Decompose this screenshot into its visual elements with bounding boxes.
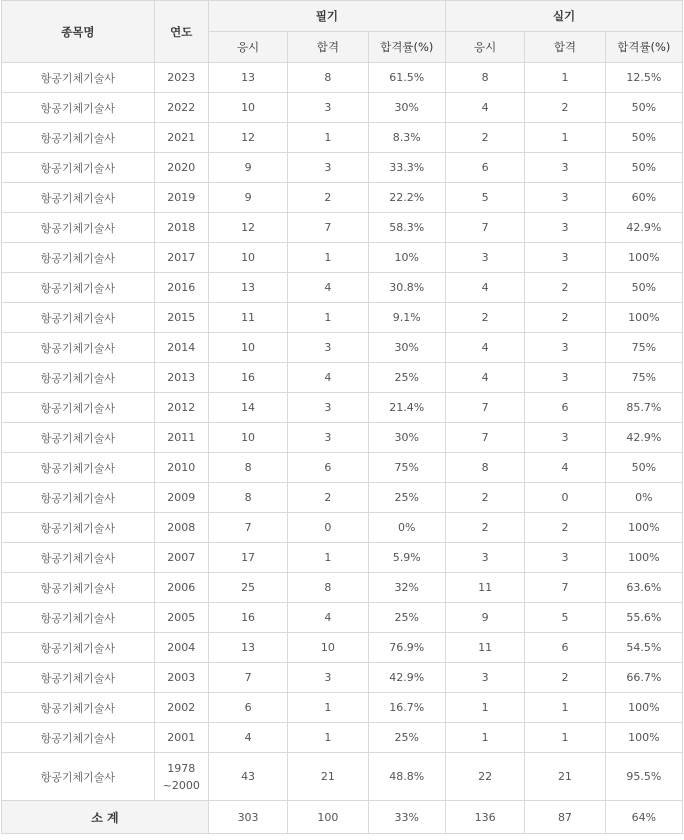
cell-practical-rate: 95.5%	[605, 753, 682, 801]
cell-written-passed: 3	[288, 93, 368, 123]
cell-practical-rate: 100%	[605, 303, 682, 333]
pass-rate-table	[1, 0, 683, 834]
cell-name: 항공기체기술사	[2, 513, 155, 543]
cell-name: 항공기체기술사	[2, 543, 155, 573]
cell-written-rate: 33.3%	[368, 153, 445, 183]
cell-written-rate: 22.2%	[368, 183, 445, 213]
cell-written-applicants: 14	[208, 393, 287, 423]
cell-practical-applicants: 9	[445, 603, 524, 633]
cell-year: 2016	[154, 273, 208, 303]
cell-written-passed: 1	[288, 693, 368, 723]
cell-year: 2010	[154, 453, 208, 483]
cell-year: 2004	[154, 633, 208, 663]
cell-practical-rate: 50%	[605, 273, 682, 303]
header-practical-passed: 합격	[525, 32, 605, 63]
cell-name: 항공기체기술사	[2, 723, 155, 753]
cell-practical-passed: 3	[525, 423, 605, 453]
table-row	[2, 303, 683, 333]
cell-written-applicants: 10	[208, 423, 287, 453]
header-written: 필기	[208, 1, 445, 32]
table-footer	[2, 801, 683, 834]
header-practical: 실기	[445, 1, 682, 32]
total-practical-applicants: 136	[445, 801, 524, 834]
cell-year: 2019	[154, 183, 208, 213]
cell-year: 2014	[154, 333, 208, 363]
table-row	[2, 183, 683, 213]
cell-written-applicants: 10	[208, 243, 287, 273]
cell-practical-applicants: 2	[445, 123, 524, 153]
cell-year: 2018	[154, 213, 208, 243]
cell-practical-rate: 100%	[605, 513, 682, 543]
cell-written-rate: 76.9%	[368, 633, 445, 663]
cell-practical-passed: 1	[525, 723, 605, 753]
table-row	[2, 753, 683, 801]
cell-written-passed: 0	[288, 513, 368, 543]
cell-practical-rate: 42.9%	[605, 213, 682, 243]
cell-name: 항공기체기술사	[2, 363, 155, 393]
cell-written-rate: 48.8%	[368, 753, 445, 801]
cell-year: 2020	[154, 153, 208, 183]
cell-year: 2008	[154, 513, 208, 543]
table-row	[2, 243, 683, 273]
header-practical-applicants: 응시	[445, 32, 524, 63]
cell-practical-passed: 0	[525, 483, 605, 513]
cell-name: 항공기체기술사	[2, 243, 155, 273]
cell-practical-applicants: 4	[445, 363, 524, 393]
table-row	[2, 393, 683, 423]
cell-written-rate: 25%	[368, 603, 445, 633]
cell-practical-rate: 100%	[605, 693, 682, 723]
cell-name: 항공기체기술사	[2, 453, 155, 483]
cell-practical-applicants: 2	[445, 303, 524, 333]
cell-practical-rate: 0%	[605, 483, 682, 513]
cell-practical-applicants: 3	[445, 543, 524, 573]
cell-written-applicants: 25	[208, 573, 287, 603]
cell-written-applicants: 16	[208, 363, 287, 393]
cell-practical-rate: 50%	[605, 153, 682, 183]
cell-practical-rate: 66.7%	[605, 663, 682, 693]
cell-practical-applicants: 1	[445, 693, 524, 723]
cell-written-applicants: 12	[208, 123, 287, 153]
header-name: 종목명	[2, 1, 155, 63]
cell-written-rate: 8.3%	[368, 123, 445, 153]
cell-practical-rate: 100%	[605, 243, 682, 273]
cell-written-rate: 9.1%	[368, 303, 445, 333]
table-row	[2, 153, 683, 183]
cell-practical-rate: 55.6%	[605, 603, 682, 633]
cell-practical-passed: 7	[525, 573, 605, 603]
cell-written-rate: 30%	[368, 333, 445, 363]
cell-year: 2002	[154, 693, 208, 723]
header-written-applicants: 응시	[208, 32, 287, 63]
cell-written-rate: 21.4%	[368, 393, 445, 423]
total-label: 소 계	[2, 801, 209, 834]
cell-written-applicants: 13	[208, 273, 287, 303]
cell-written-passed: 4	[288, 363, 368, 393]
cell-year: 2007	[154, 543, 208, 573]
cell-name: 항공기체기술사	[2, 303, 155, 333]
cell-practical-passed: 6	[525, 633, 605, 663]
cell-written-applicants: 8	[208, 453, 287, 483]
cell-practical-passed: 3	[525, 153, 605, 183]
cell-written-applicants: 8	[208, 483, 287, 513]
cell-written-passed: 4	[288, 273, 368, 303]
cell-year: 2012	[154, 393, 208, 423]
cell-year: 2011	[154, 423, 208, 453]
cell-written-rate: 25%	[368, 363, 445, 393]
cell-written-rate: 25%	[368, 483, 445, 513]
header-practical-rate: 합격률(%)	[605, 32, 682, 63]
cell-name: 항공기체기술사	[2, 63, 155, 93]
cell-year: 2013	[154, 363, 208, 393]
table-row	[2, 513, 683, 543]
table-row	[2, 633, 683, 663]
cell-written-passed: 3	[288, 423, 368, 453]
cell-written-applicants: 10	[208, 333, 287, 363]
cell-written-applicants: 13	[208, 633, 287, 663]
cell-year: 2021	[154, 123, 208, 153]
cell-practical-applicants: 22	[445, 753, 524, 801]
total-written-passed: 100	[288, 801, 368, 834]
cell-name: 항공기체기술사	[2, 93, 155, 123]
cell-written-passed: 7	[288, 213, 368, 243]
cell-written-passed: 1	[288, 723, 368, 753]
cell-practical-applicants: 7	[445, 393, 524, 423]
total-practical-passed: 87	[525, 801, 605, 834]
cell-written-applicants: 7	[208, 513, 287, 543]
cell-written-passed: 8	[288, 573, 368, 603]
cell-written-rate: 58.3%	[368, 213, 445, 243]
cell-written-passed: 3	[288, 393, 368, 423]
cell-practical-rate: 50%	[605, 453, 682, 483]
cell-year: 2001	[154, 723, 208, 753]
cell-practical-rate: 12.5%	[605, 63, 682, 93]
cell-practical-applicants: 4	[445, 93, 524, 123]
header-written-rate: 합격률(%)	[368, 32, 445, 63]
cell-written-passed: 6	[288, 453, 368, 483]
table-row	[2, 543, 683, 573]
cell-practical-passed: 3	[525, 213, 605, 243]
cell-written-rate: 5.9%	[368, 543, 445, 573]
cell-year: 1978 ~2000	[154, 753, 208, 801]
cell-practical-rate: 85.7%	[605, 393, 682, 423]
cell-written-rate: 30%	[368, 93, 445, 123]
cell-written-passed: 21	[288, 753, 368, 801]
cell-written-applicants: 4	[208, 723, 287, 753]
cell-year: 2023	[154, 63, 208, 93]
cell-practical-rate: 60%	[605, 183, 682, 213]
cell-practical-passed: 1	[525, 123, 605, 153]
cell-year: 2015	[154, 303, 208, 333]
cell-written-rate: 25%	[368, 723, 445, 753]
cell-practical-rate: 42.9%	[605, 423, 682, 453]
table-row	[2, 453, 683, 483]
cell-written-applicants: 43	[208, 753, 287, 801]
cell-practical-passed: 2	[525, 303, 605, 333]
cell-practical-passed: 5	[525, 603, 605, 633]
cell-practical-applicants: 2	[445, 513, 524, 543]
cell-practical-rate: 54.5%	[605, 633, 682, 663]
table-row	[2, 63, 683, 93]
table-row	[2, 333, 683, 363]
cell-practical-applicants: 8	[445, 63, 524, 93]
cell-name: 항공기체기술사	[2, 633, 155, 663]
header-year: 연도	[154, 1, 208, 63]
cell-written-passed: 10	[288, 633, 368, 663]
cell-practical-passed: 2	[525, 93, 605, 123]
total-row	[2, 801, 683, 834]
cell-written-passed: 8	[288, 63, 368, 93]
cell-name: 항공기체기술사	[2, 483, 155, 513]
cell-year: 2009	[154, 483, 208, 513]
cell-practical-applicants: 11	[445, 573, 524, 603]
cell-year: 2006	[154, 573, 208, 603]
cell-name: 항공기체기술사	[2, 123, 155, 153]
cell-written-applicants: 12	[208, 213, 287, 243]
header-written-passed: 합격	[288, 32, 368, 63]
cell-year: 2022	[154, 93, 208, 123]
total-practical-rate: 64%	[605, 801, 682, 834]
cell-year: 2017	[154, 243, 208, 273]
cell-written-passed: 1	[288, 543, 368, 573]
cell-written-passed: 1	[288, 123, 368, 153]
table-row	[2, 663, 683, 693]
cell-year: 2003	[154, 663, 208, 693]
cell-practical-rate: 75%	[605, 363, 682, 393]
cell-practical-applicants: 8	[445, 453, 524, 483]
cell-practical-applicants: 3	[445, 243, 524, 273]
cell-written-applicants: 13	[208, 63, 287, 93]
cell-written-passed: 3	[288, 333, 368, 363]
cell-name: 항공기체기술사	[2, 573, 155, 603]
cell-practical-passed: 4	[525, 453, 605, 483]
cell-written-rate: 16.7%	[368, 693, 445, 723]
cell-practical-applicants: 2	[445, 483, 524, 513]
cell-practical-rate: 50%	[605, 123, 682, 153]
cell-name: 항공기체기술사	[2, 693, 155, 723]
cell-practical-passed: 3	[525, 243, 605, 273]
cell-written-passed: 3	[288, 663, 368, 693]
cell-name: 항공기체기술사	[2, 753, 155, 801]
table-row	[2, 273, 683, 303]
cell-practical-applicants: 4	[445, 273, 524, 303]
total-written-rate: 33%	[368, 801, 445, 834]
cell-practical-passed: 3	[525, 543, 605, 573]
cell-written-passed: 3	[288, 153, 368, 183]
table-row	[2, 363, 683, 393]
cell-practical-passed: 21	[525, 753, 605, 801]
cell-written-rate: 10%	[368, 243, 445, 273]
cell-written-rate: 61.5%	[368, 63, 445, 93]
cell-practical-applicants: 3	[445, 663, 524, 693]
cell-name: 항공기체기술사	[2, 423, 155, 453]
cell-written-passed: 1	[288, 243, 368, 273]
cell-name: 항공기체기술사	[2, 393, 155, 423]
cell-name: 항공기체기술사	[2, 183, 155, 213]
cell-name: 항공기체기술사	[2, 273, 155, 303]
cell-practical-passed: 3	[525, 363, 605, 393]
cell-written-applicants: 17	[208, 543, 287, 573]
total-written-applicants: 303	[208, 801, 287, 834]
cell-name: 항공기체기술사	[2, 153, 155, 183]
cell-practical-applicants: 1	[445, 723, 524, 753]
cell-practical-applicants: 4	[445, 333, 524, 363]
cell-practical-passed: 1	[525, 63, 605, 93]
cell-practical-applicants: 7	[445, 423, 524, 453]
cell-practical-passed: 3	[525, 183, 605, 213]
cell-written-passed: 4	[288, 603, 368, 633]
cell-practical-passed: 2	[525, 663, 605, 693]
cell-written-applicants: 9	[208, 153, 287, 183]
cell-practical-rate: 50%	[605, 93, 682, 123]
cell-practical-rate: 100%	[605, 543, 682, 573]
table-row	[2, 603, 683, 633]
cell-practical-applicants: 5	[445, 183, 524, 213]
cell-practical-passed: 2	[525, 273, 605, 303]
cell-name: 항공기체기술사	[2, 213, 155, 243]
table-row	[2, 423, 683, 453]
cell-written-applicants: 11	[208, 303, 287, 333]
table-row	[2, 693, 683, 723]
table-row	[2, 483, 683, 513]
cell-practical-applicants: 6	[445, 153, 524, 183]
table-row	[2, 123, 683, 153]
table-body	[2, 63, 683, 801]
cell-written-passed: 2	[288, 183, 368, 213]
table-row	[2, 213, 683, 243]
cell-name: 항공기체기술사	[2, 663, 155, 693]
cell-practical-passed: 3	[525, 333, 605, 363]
cell-written-rate: 30.8%	[368, 273, 445, 303]
cell-written-applicants: 7	[208, 663, 287, 693]
cell-name: 항공기체기술사	[2, 603, 155, 633]
table-row	[2, 93, 683, 123]
cell-written-applicants: 9	[208, 183, 287, 213]
cell-practical-passed: 6	[525, 393, 605, 423]
cell-written-rate: 75%	[368, 453, 445, 483]
cell-practical-rate: 75%	[605, 333, 682, 363]
table-row	[2, 723, 683, 753]
cell-written-rate: 32%	[368, 573, 445, 603]
cell-written-passed: 2	[288, 483, 368, 513]
cell-practical-applicants: 11	[445, 633, 524, 663]
cell-written-rate: 0%	[368, 513, 445, 543]
cell-practical-applicants: 7	[445, 213, 524, 243]
cell-written-rate: 30%	[368, 423, 445, 453]
table-header	[2, 1, 683, 63]
cell-written-rate: 42.9%	[368, 663, 445, 693]
cell-practical-passed: 1	[525, 693, 605, 723]
cell-practical-passed: 2	[525, 513, 605, 543]
cell-written-applicants: 6	[208, 693, 287, 723]
cell-practical-rate: 63.6%	[605, 573, 682, 603]
cell-name: 항공기체기술사	[2, 333, 155, 363]
cell-practical-rate: 100%	[605, 723, 682, 753]
cell-written-passed: 1	[288, 303, 368, 333]
table-row	[2, 573, 683, 603]
cell-written-applicants: 10	[208, 93, 287, 123]
cell-year: 2005	[154, 603, 208, 633]
cell-written-applicants: 16	[208, 603, 287, 633]
